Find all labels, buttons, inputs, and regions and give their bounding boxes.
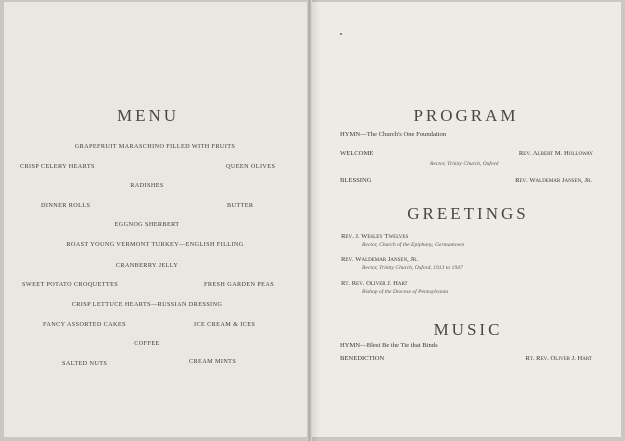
menu-item: FANCY ASSORTED CAKES	[43, 321, 126, 328]
menu-item: CRANBERRY JELLY	[115, 262, 179, 269]
program-heading: PROGRAM	[413, 106, 519, 125]
greeting-speaker: Rt. Rev. Oliver J. Hart	[341, 280, 408, 287]
menu-item: SALTED NUTS	[62, 360, 108, 367]
greeting-speaker-title: Rector, Trinity Church, Oxford, 1913 to 1947	[362, 265, 463, 271]
greetings-heading: GREETINGS	[407, 204, 529, 223]
welcome-label: WELCOME	[340, 150, 374, 157]
music-heading: MUSIC	[433, 320, 503, 339]
menu-item: CRISP CELERY HEARTS	[20, 163, 95, 170]
menu-item: QUEEN OLIVES	[226, 163, 276, 170]
menu-heading: MENU	[116, 106, 180, 125]
music-hymn: HYMN—Blest Be the Tie that Binds	[340, 342, 438, 349]
greeting-speaker-title: Rector, Church of the Epiphany, Germantown	[362, 242, 465, 248]
greeting-speaker: Rev. Waldemar Jansen, Jr.	[341, 256, 418, 263]
blessing-label: BLESSING	[340, 177, 372, 184]
menu-item: RADISHES	[130, 182, 164, 189]
welcome-speaker-title: Rector, Trinity Church, Oxford	[430, 161, 499, 167]
benediction-speaker: Rt. Rev. Oliver J. Hart	[525, 355, 592, 362]
menu-item: CRISP LETTUCE HEARTS—RUSSIAN DRESSING	[71, 301, 223, 308]
menu-item: DINNER ROLLS	[41, 202, 91, 209]
benediction-label: BENEDICTION	[340, 355, 385, 362]
menu-item: CREAM MINTS	[189, 358, 237, 365]
welcome-speaker: Rev. Albert M. Holloway	[518, 150, 593, 157]
menu-item: ICE CREAM & ICES	[194, 321, 256, 328]
menu-item: BUTTER	[227, 202, 254, 209]
fold-shadow	[312, 0, 320, 441]
greeting-speaker-title: Bishop of the Diocese of Pennsylvania	[362, 289, 449, 295]
menu-item: FRESH GARDEN PEAS	[204, 281, 275, 288]
center-fold	[307, 0, 312, 441]
left-page	[4, 2, 308, 437]
paper-speck	[340, 33, 342, 35]
menu-item: ROAST YOUNG VERMONT TURKEY—ENGLISH FILLING	[66, 241, 244, 248]
menu-item: COFFEE	[134, 340, 160, 347]
program-hymn: HYMN—The Church's One Foundation	[340, 131, 447, 138]
blessing-speaker: Rev. Waldemar Jansen, Jr.	[515, 177, 592, 184]
menu-item: SWEET POTATO CROQUETTES	[22, 281, 119, 288]
menu-item: EGGNOG SHERBERT	[114, 221, 180, 228]
menu-item: GRAPEFRUIT MARASCHINO FILLED WITH FRUITS	[74, 143, 236, 150]
greeting-speaker: Rev. J. Wesley Twelves	[341, 233, 409, 240]
